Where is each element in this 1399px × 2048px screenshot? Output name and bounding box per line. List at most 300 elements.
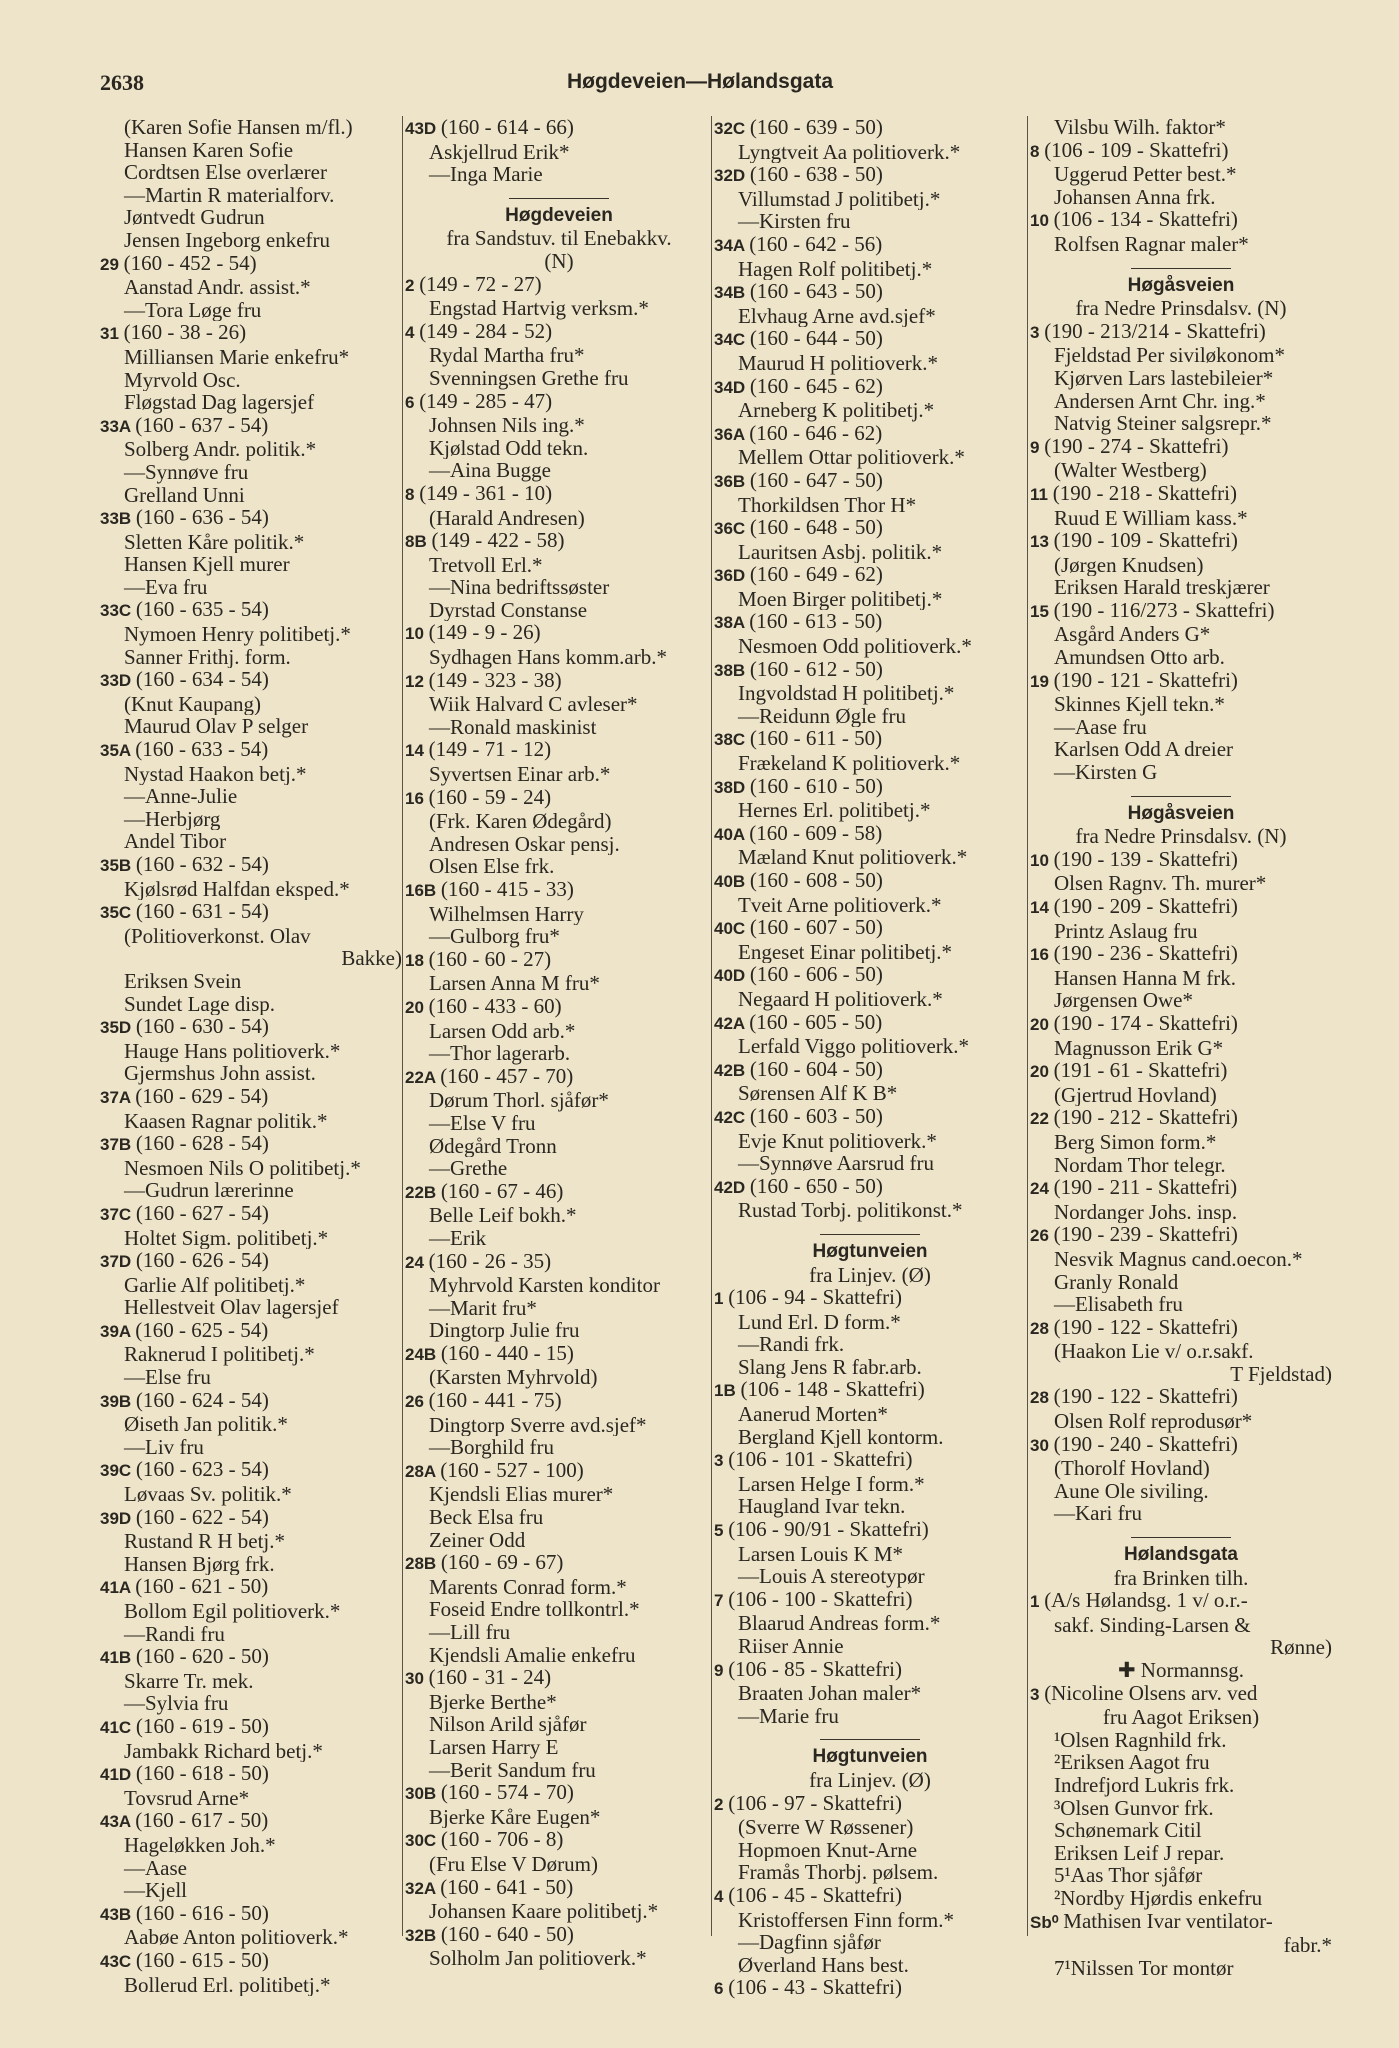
- resident-entry: Hansen Hanna M frk.: [1054, 966, 1236, 990]
- house-number-entry: [714, 1976, 1026, 2001]
- house-number: 16: [1030, 945, 1054, 965]
- resident-entry: Aanerud Morten*: [738, 1403, 888, 1426]
- property-ref: (160 - 608 - 50): [749, 869, 883, 892]
- house-number-entry: [714, 1058, 1026, 1083]
- house-number: 30: [405, 1669, 429, 1689]
- resident-entry: Frækeland K politioverk.*: [738, 752, 961, 775]
- property-ref: (160 - 640 - 50): [440, 1922, 574, 1946]
- resident-entry: Grelland Unni: [124, 483, 245, 507]
- resident-entry: Olsen Rolf reprodusør*: [1054, 1410, 1253, 1433]
- resident-entry: Aanstad Andr. assist.*: [124, 276, 311, 299]
- resident-entry: Braaten Johan maler*: [738, 1682, 922, 1705]
- street-heading: Høgtunveien: [812, 1746, 928, 1768]
- house-number-entry: [100, 1762, 402, 1787]
- house-number: 18: [405, 950, 429, 970]
- house-number: 22B: [405, 1182, 441, 1202]
- resident-entry: Kjølstad Odd tekn.: [429, 436, 589, 460]
- house-number-entry: [100, 1202, 402, 1227]
- resident-entry: —Lill fru: [429, 1621, 511, 1644]
- house-number: 1: [1030, 1592, 1045, 1612]
- property-ref: (190 - 218 - Skattefri): [1052, 481, 1237, 505]
- house-number: 37C: [100, 1204, 136, 1224]
- house-number-entry: [405, 1342, 713, 1367]
- resident-entry: Magnusson Erik G*: [1054, 1036, 1224, 1060]
- resident-entry: Rustad Torbj. politikonst.*: [738, 1199, 963, 1222]
- house-number: 36B: [714, 471, 750, 491]
- resident-entry: Andel Tibor: [124, 830, 227, 853]
- resident-entry: Ruud E William kass.*: [1054, 506, 1248, 530]
- house-number: 35D: [100, 1018, 136, 1038]
- resident-entry: Hagen Rolf politibetj.*: [738, 257, 933, 281]
- resident-entry: Mellem Ottar politioverk.*: [738, 446, 965, 469]
- resident-entry: —Inga Marie: [429, 163, 543, 186]
- house-number: 16B: [405, 881, 441, 900]
- resident-entry: Hansen Bjørg frk.: [124, 1552, 275, 1576]
- property-ref: (190 - 122 - Skattefri): [1053, 1315, 1238, 1339]
- property-ref: (160 - 648 - 50): [749, 516, 883, 540]
- resident-entry: —Else V fru: [429, 1111, 536, 1135]
- house-number-entry: [714, 516, 1026, 541]
- resident-entry: Jensen Ingeborg enkefru: [124, 228, 331, 252]
- house-number-entry: [1030, 1910, 1332, 1935]
- column-rule: [1027, 116, 1028, 1936]
- house-number: 32B: [405, 1925, 441, 1945]
- house-number-entry: [1030, 1385, 1332, 1410]
- resident-entry: Haugland Ivar tekn.: [738, 1495, 906, 1519]
- resident-entry: —Grethe: [429, 1157, 508, 1180]
- house-number: 43D: [405, 119, 441, 138]
- resident-entry: Svenningsen Grethe fru: [429, 366, 629, 390]
- resident-entry: Nordanger Johs. insp.: [1054, 1200, 1238, 1224]
- property-ref: (160 - 69 - 67): [440, 1551, 564, 1575]
- house-number: 2: [405, 275, 420, 295]
- resident-entry: Thorkildsen Thor H*: [738, 493, 917, 517]
- house-number-entry: [100, 1645, 402, 1670]
- resident-entry: Belle Leif bokh.*: [429, 1204, 577, 1227]
- house-number: 40D: [714, 966, 750, 986]
- house-number-entry: [714, 869, 1026, 894]
- house-number: 36A: [714, 424, 750, 444]
- house-number-entry: [100, 1949, 402, 1974]
- resident-entry: Øiseth Jan politik.*: [124, 1413, 288, 1436]
- resident-entry: Berg Simon form.*: [1054, 1130, 1217, 1154]
- resident-entry: Kristoffersen Finn form.*: [738, 1908, 954, 1932]
- house-number: 6: [405, 392, 420, 412]
- property-ref: (106 - 101 - Skattefri): [728, 1448, 913, 1472]
- house-number: 10: [1030, 211, 1054, 231]
- resident-entry: Sørensen Alf K B*: [738, 1082, 898, 1105]
- house-number-entry: [100, 1132, 402, 1157]
- entry-continuation: Rønne): [1270, 1636, 1332, 1659]
- property-ref: (106 - 45 - Skattefri): [728, 1883, 902, 1907]
- street-heading: Høgdeveien: [505, 204, 613, 226]
- resident-entry: —Else fru: [124, 1366, 211, 1389]
- entry-continuation: T Fjeldstad): [1230, 1362, 1332, 1386]
- house-number: 30C: [405, 1831, 441, 1851]
- property-ref: (160 - 632 - 54): [135, 853, 269, 876]
- column-rule: [402, 116, 403, 1936]
- house-number: 16: [405, 788, 429, 808]
- property-ref: (106 - 134 - Skattefri): [1053, 208, 1238, 232]
- house-number-entry: [100, 598, 402, 623]
- resident-entry: Blaarud Andreas form.*: [738, 1612, 941, 1635]
- resident-entry: Dyrstad Constanse: [429, 598, 588, 622]
- house-number: 5: [714, 1521, 729, 1541]
- house-number: 40B: [714, 872, 750, 891]
- resident-entry: Hageløkken Joh.*: [124, 1833, 276, 1857]
- house-number: 1B: [714, 1381, 741, 1401]
- resident-entry: Milliansen Marie enkefru*: [124, 345, 350, 369]
- house-number: 15: [1030, 601, 1054, 621]
- resident-entry: —Dagfinn sjåfør: [738, 1931, 881, 1954]
- house-number-entry: [714, 422, 1026, 447]
- house-number-entry: [405, 1781, 713, 1806]
- property-ref: (190 - 236 - Skattefri): [1053, 942, 1238, 966]
- resident-entry: Kaasen Ragnar politik.*: [124, 1109, 328, 1133]
- property-ref: (160 - 635 - 54): [135, 598, 269, 622]
- resident-entry: Engeset Einar politibetj.*: [738, 940, 953, 964]
- resident-entry: Arneberg K politibetj.*: [738, 399, 935, 422]
- resident-entry: Karlsen Odd A dreier: [1054, 738, 1234, 762]
- property-ref: (160 - 611 - 50): [749, 727, 883, 751]
- house-number: 29: [100, 254, 124, 274]
- house-number-entry: [714, 610, 1026, 635]
- resident-entry: —Reidunn Øgle fru: [738, 704, 906, 728]
- property-ref: (190 - 213/214 - Skattefri): [1044, 319, 1266, 343]
- house-number: 1: [714, 1289, 729, 1309]
- resident-entry: Lund Erl. D form.*: [738, 1310, 901, 1334]
- property-ref: (A/s Hølandsg. 1 v/ o.r.-: [1044, 1589, 1248, 1613]
- resident-entry: Hauge Hans politioverk.*: [124, 1039, 341, 1063]
- house-number-entry: [1030, 208, 1332, 233]
- resident-entry: Bergland Kjell kontorm.: [738, 1425, 944, 1449]
- street-direction: fra Nedre Prinsdalsv. (N): [1075, 297, 1287, 320]
- resident-entry: (Walter Westberg): [1054, 459, 1207, 482]
- resident-entry: —Randi frk.: [738, 1333, 845, 1356]
- house-number-entry: [714, 658, 1026, 683]
- house-number-entry: [100, 738, 402, 763]
- house-number-entry: [100, 1715, 402, 1740]
- house-number: 42B: [714, 1060, 750, 1080]
- property-ref: (160 - 38 - 26): [123, 321, 247, 345]
- property-ref: (160 - 603 - 50): [749, 1104, 883, 1128]
- property-ref: (190 - 139 - Skattefri): [1053, 847, 1238, 871]
- house-number: 12: [405, 671, 429, 691]
- house-number-entry: [405, 621, 713, 646]
- house-number-entry: [100, 1249, 402, 1274]
- resident-entry: Larsen Odd arb.*: [429, 1019, 576, 1043]
- property-ref: (160 - 628 - 54): [135, 1132, 269, 1156]
- house-number-entry: [1030, 139, 1332, 164]
- house-number: 26: [405, 1392, 429, 1412]
- property-ref: (160 - 636 - 54): [135, 506, 269, 530]
- resident-entry: sakf. Sinding-Larsen &: [1054, 1613, 1251, 1637]
- property-ref: (160 - 627 - 54): [135, 1201, 269, 1225]
- resident-entry: —Ronald maskinist: [429, 715, 597, 739]
- house-number-entry: [100, 853, 402, 878]
- resident-entry: Bjerke Berthe*: [429, 1690, 557, 1714]
- resident-entry: —Louis A stereotypør: [738, 1565, 925, 1588]
- house-number: 40C: [714, 919, 750, 939]
- house-number: 28: [1030, 1388, 1054, 1408]
- house-number: 32D: [714, 166, 750, 186]
- house-number-entry: [100, 321, 402, 346]
- property-ref: (149 - 71 - 12): [428, 738, 552, 762]
- property-ref: (106 - 90/91 - Skattefri): [728, 1518, 929, 1542]
- house-number: 41C: [100, 1717, 136, 1737]
- house-number: 30: [1030, 1435, 1054, 1455]
- property-ref: (160 - 31 - 24): [428, 1666, 552, 1690]
- property-ref: (160 - 606 - 50): [749, 963, 883, 987]
- house-number: 39A: [100, 1321, 136, 1341]
- house-number: 38D: [714, 777, 750, 797]
- property-ref: (160 - 645 - 62): [749, 374, 883, 398]
- resident-entry: Skinnes Kjell tekn.*: [1054, 693, 1225, 716]
- house-number: 7: [714, 1590, 729, 1610]
- resident-entry: (Frk. Karen Ødegård): [429, 810, 612, 833]
- house-number: 14: [405, 741, 429, 761]
- property-ref: (160 - 441 - 75): [428, 1389, 562, 1413]
- resident-entry: (Knut Kaupang): [124, 692, 262, 716]
- resident-entry: Hopmoen Knut-Arne: [738, 1838, 918, 1862]
- property-ref: (149 - 9 - 26): [428, 621, 541, 645]
- resident-entry: Olsen Ragnv. Th. murer*: [1054, 872, 1267, 895]
- resident-entry: —Liv fru: [124, 1435, 204, 1459]
- resident-entry: —Thor lagerarb.: [429, 1042, 571, 1065]
- resident-entry: Holtet Sigm. politibetj.*: [124, 1226, 329, 1250]
- property-ref: (190 - 122 - Skattefri): [1053, 1385, 1238, 1409]
- resident-entry: Sydhagen Hans komm.arb.*: [429, 646, 667, 669]
- resident-entry: Syvertsen Einar arb.*: [429, 763, 611, 786]
- resident-entry: —Tora Løge fru: [124, 298, 262, 322]
- resident-entry: Hernes Erl. politibetj.*: [738, 799, 931, 822]
- resident-entry: Beck Elsa fru: [429, 1506, 544, 1529]
- house-number-entry: [405, 1828, 713, 1853]
- house-number: 22A: [405, 1067, 441, 1087]
- resident-entry: Framås Thorbj. pølsem.: [738, 1861, 939, 1884]
- section-divider: [1131, 268, 1231, 269]
- resident-entry: —Synnøve fru: [124, 460, 249, 484]
- house-number-entry: [100, 1506, 402, 1531]
- house-number-entry: [405, 669, 713, 694]
- resident-entry: Eriksen Leif J repar.: [1054, 1841, 1225, 1865]
- property-ref: (160 - 623 - 54): [135, 1458, 269, 1482]
- property-ref: (149 - 422 - 58): [431, 529, 565, 553]
- house-number-entry: [714, 822, 1026, 847]
- house-number-entry: [714, 1884, 1026, 1909]
- resident-entry: —Kirsten fru: [738, 210, 851, 233]
- resident-entry: Hellestveit Olav lagersjef: [124, 1296, 339, 1319]
- house-number: 34D: [714, 377, 750, 397]
- resident-entry: Larsen Louis K M*: [738, 1542, 904, 1566]
- house-number-entry: [100, 506, 402, 531]
- house-number: 41D: [100, 1765, 136, 1785]
- house-number: 20: [1030, 1062, 1054, 1082]
- resident-entry: 7¹Nilssen Tor montør: [1054, 1956, 1234, 1980]
- resident-entry: Elvhaug Arne avd.sjef*: [738, 304, 936, 328]
- house-number: 24: [405, 1252, 429, 1272]
- resident-entry: Solberg Andr. politik.*: [124, 438, 317, 461]
- house-number-entry: [714, 916, 1026, 941]
- house-number-entry: [100, 668, 402, 693]
- property-ref: (106 - 43 - Skattefri): [728, 1976, 902, 2000]
- resident-entry: (Haakon Lie v/ o.r.sakf.: [1054, 1340, 1254, 1363]
- property-ref: (160 - 650 - 50): [749, 1174, 883, 1198]
- resident-entry: Wilhelmsen Harry: [429, 902, 584, 926]
- house-number: 13: [1030, 532, 1054, 552]
- resident-entry: Solholm Jan politioverk.*: [429, 1947, 647, 1970]
- section-divider: [1131, 796, 1231, 797]
- house-number-entry: [714, 775, 1026, 800]
- resident-entry: (Karsten Myhrvold): [429, 1366, 598, 1390]
- house-number: 43A: [100, 1812, 136, 1832]
- resident-entry: Nilson Arild sjåfør: [429, 1713, 587, 1736]
- house-number: 37D: [100, 1252, 136, 1272]
- property-ref: (160 - 647 - 50): [749, 468, 883, 492]
- resident-entry: Hansen Kjell murer: [124, 553, 290, 576]
- resident-entry: 5¹Aas Thor sjåfør: [1054, 1864, 1203, 1887]
- house-number-entry: [714, 563, 1026, 588]
- house-number: 38A: [714, 613, 750, 633]
- resident-entry: Eriksen Svein: [124, 969, 242, 993]
- property-ref: (160 - 59 - 24): [428, 785, 552, 809]
- house-number-entry: [714, 727, 1026, 752]
- resident-entry: Nesvik Magnus cand.oecon.*: [1054, 1247, 1303, 1271]
- house-number: 34B: [714, 283, 750, 303]
- property-ref: (160 - 643 - 50): [749, 280, 883, 304]
- house-number-entry: [1030, 1589, 1332, 1614]
- directory-column-3: [714, 116, 1026, 2001]
- resident-entry: ²Nordby Hjørdis enkefru: [1054, 1886, 1263, 1910]
- resident-entry: Rolfsen Ragnar maler*: [1054, 232, 1249, 256]
- resident-entry: Jambakk Richard betj.*: [124, 1739, 323, 1763]
- house-number-entry: [714, 469, 1026, 494]
- resident-entry: —Kirsten G: [1054, 761, 1158, 784]
- house-number: 3: [714, 1451, 729, 1471]
- house-number: 24B: [405, 1344, 441, 1364]
- house-number-entry: [100, 1015, 402, 1040]
- resident-entry: Asgård Anders G*: [1054, 623, 1211, 647]
- street-direction: (N): [544, 249, 574, 273]
- resident-entry: —Marie fru: [738, 1704, 839, 1728]
- house-number-entry: [405, 995, 713, 1020]
- street-heading: Hølandsgata: [1123, 1544, 1239, 1566]
- directory-column-2: [405, 116, 713, 1970]
- resident-entry: (Jørgen Knudsen): [1054, 553, 1204, 577]
- resident-entry: Garlie Alf politibetj.*: [124, 1273, 306, 1297]
- resident-entry: Vilsbu Wilh. faktor*: [1054, 116, 1226, 139]
- resident-entry: Nordam Thor telegr.: [1054, 1153, 1226, 1177]
- house-number: 8B: [405, 532, 432, 552]
- property-ref: (149 - 323 - 38): [428, 668, 562, 692]
- house-number-entry: [100, 252, 402, 277]
- house-number-entry: [405, 1250, 713, 1275]
- resident-entry: Løvaas Sv. politik.*: [124, 1483, 292, 1506]
- resident-entry: Maurud Olav P selger: [124, 715, 309, 739]
- house-number-entry: [714, 1518, 1026, 1543]
- property-ref: (106 - 85 - Skattefri): [728, 1657, 902, 1681]
- house-number: 43B: [100, 1904, 136, 1924]
- house-number: Sb⁰: [1030, 1912, 1064, 1932]
- street-direction: fra Linjev. (Ø): [809, 1263, 931, 1287]
- resident-entry: Gjermshus John assist.: [124, 1062, 316, 1085]
- resident-entry: Evje Knut politioverk.*: [738, 1129, 937, 1153]
- house-number-entry: [100, 1575, 402, 1600]
- property-ref: (160 - 614 - 66): [440, 116, 574, 139]
- house-number-entry: [714, 1105, 1026, 1130]
- resident-entry: Myrvold Osc.: [124, 368, 241, 392]
- street-heading: Høgåsveien: [1127, 802, 1235, 824]
- property-ref: (160 - 433 - 60): [428, 994, 562, 1018]
- resident-entry: Riiser Annie: [738, 1635, 844, 1658]
- property-ref: (160 - 646 - 62): [749, 421, 883, 445]
- property-ref: (160 - 457 - 70): [440, 1064, 574, 1088]
- resident-entry: —Borghild fru: [429, 1436, 555, 1459]
- resident-entry: (Karen Sofie Hansen m/fl.): [124, 116, 353, 139]
- house-number-entry: [100, 414, 402, 439]
- house-number-entry: [100, 900, 402, 925]
- house-number-entry: [714, 1448, 1026, 1473]
- resident-entry: Bollom Egil politioverk.*: [124, 1600, 341, 1623]
- house-number: 11: [1030, 484, 1053, 504]
- house-number-entry: [405, 786, 713, 811]
- house-number: 43C: [100, 1951, 136, 1971]
- resident-entry: Villumstad J politibetj.*: [738, 187, 941, 211]
- house-number-entry: [714, 116, 1026, 141]
- resident-entry: Johansen Kaare politibetj.*: [429, 1900, 659, 1923]
- property-ref: (149 - 72 - 27): [419, 272, 542, 296]
- house-number-entry: [1030, 320, 1332, 345]
- resident-entry: Nymoen Henry politibetj.*: [124, 623, 351, 646]
- resident-entry: Fløgstad Dag lagersjef: [124, 391, 315, 414]
- house-number: 10: [405, 624, 429, 644]
- resident-entry: Hansen Karen Sofie: [124, 138, 294, 162]
- resident-entry: Rydal Martha fru*: [429, 344, 585, 367]
- resident-entry: Sundet Lage disp.: [124, 992, 276, 1016]
- resident-entry: Ødegård Tronn: [429, 1134, 557, 1158]
- property-ref: (160 - 620 - 50): [135, 1645, 269, 1669]
- resident-entry: Kjendsli Elias murer*: [429, 1483, 614, 1507]
- house-number-entry: [405, 482, 713, 507]
- property-ref: (Nicoline Olsens arv. ved: [1044, 1681, 1258, 1705]
- house-number-entry: [405, 738, 713, 763]
- property-ref: (106 - 148 - Skattefri): [740, 1378, 925, 1402]
- section-divider: [509, 198, 609, 199]
- section-divider: [820, 1234, 920, 1235]
- house-number: 4: [405, 322, 420, 342]
- property-ref: (106 - 94 - Skattefri): [728, 1286, 902, 1310]
- house-number: 39B: [100, 1391, 136, 1411]
- resident-entry: (Harald Andresen): [429, 506, 585, 530]
- property-ref: (160 - 706 - 8): [440, 1828, 564, 1852]
- resident-entry: (Sverre W Røssener): [738, 1816, 914, 1839]
- resident-entry: Sanner Frithj. form.: [124, 645, 291, 669]
- property-ref: Mathisen Ivar ventilator-: [1063, 1909, 1273, 1933]
- property-ref: (190 - 239 - Skattefri): [1053, 1223, 1238, 1247]
- property-ref: (160 - 633 - 54): [135, 738, 269, 762]
- house-number-entry: [405, 1180, 713, 1205]
- property-ref: (160 - 67 - 46): [440, 1179, 564, 1203]
- resident-entry: —Berit Sandum fru: [429, 1758, 596, 1782]
- house-number-entry: [1030, 599, 1332, 624]
- running-head: Høgdeveien—Hølandsgata: [566, 70, 834, 93]
- property-ref: (160 - 644 - 50): [749, 327, 883, 351]
- resident-entry: Nesmoen Odd politioverk.*: [738, 635, 972, 658]
- property-ref: (160 - 607 - 50): [749, 916, 883, 940]
- house-number-entry: [100, 1458, 402, 1483]
- property-ref: (160 - 625 - 54): [135, 1318, 269, 1342]
- house-number: 4: [714, 1886, 729, 1906]
